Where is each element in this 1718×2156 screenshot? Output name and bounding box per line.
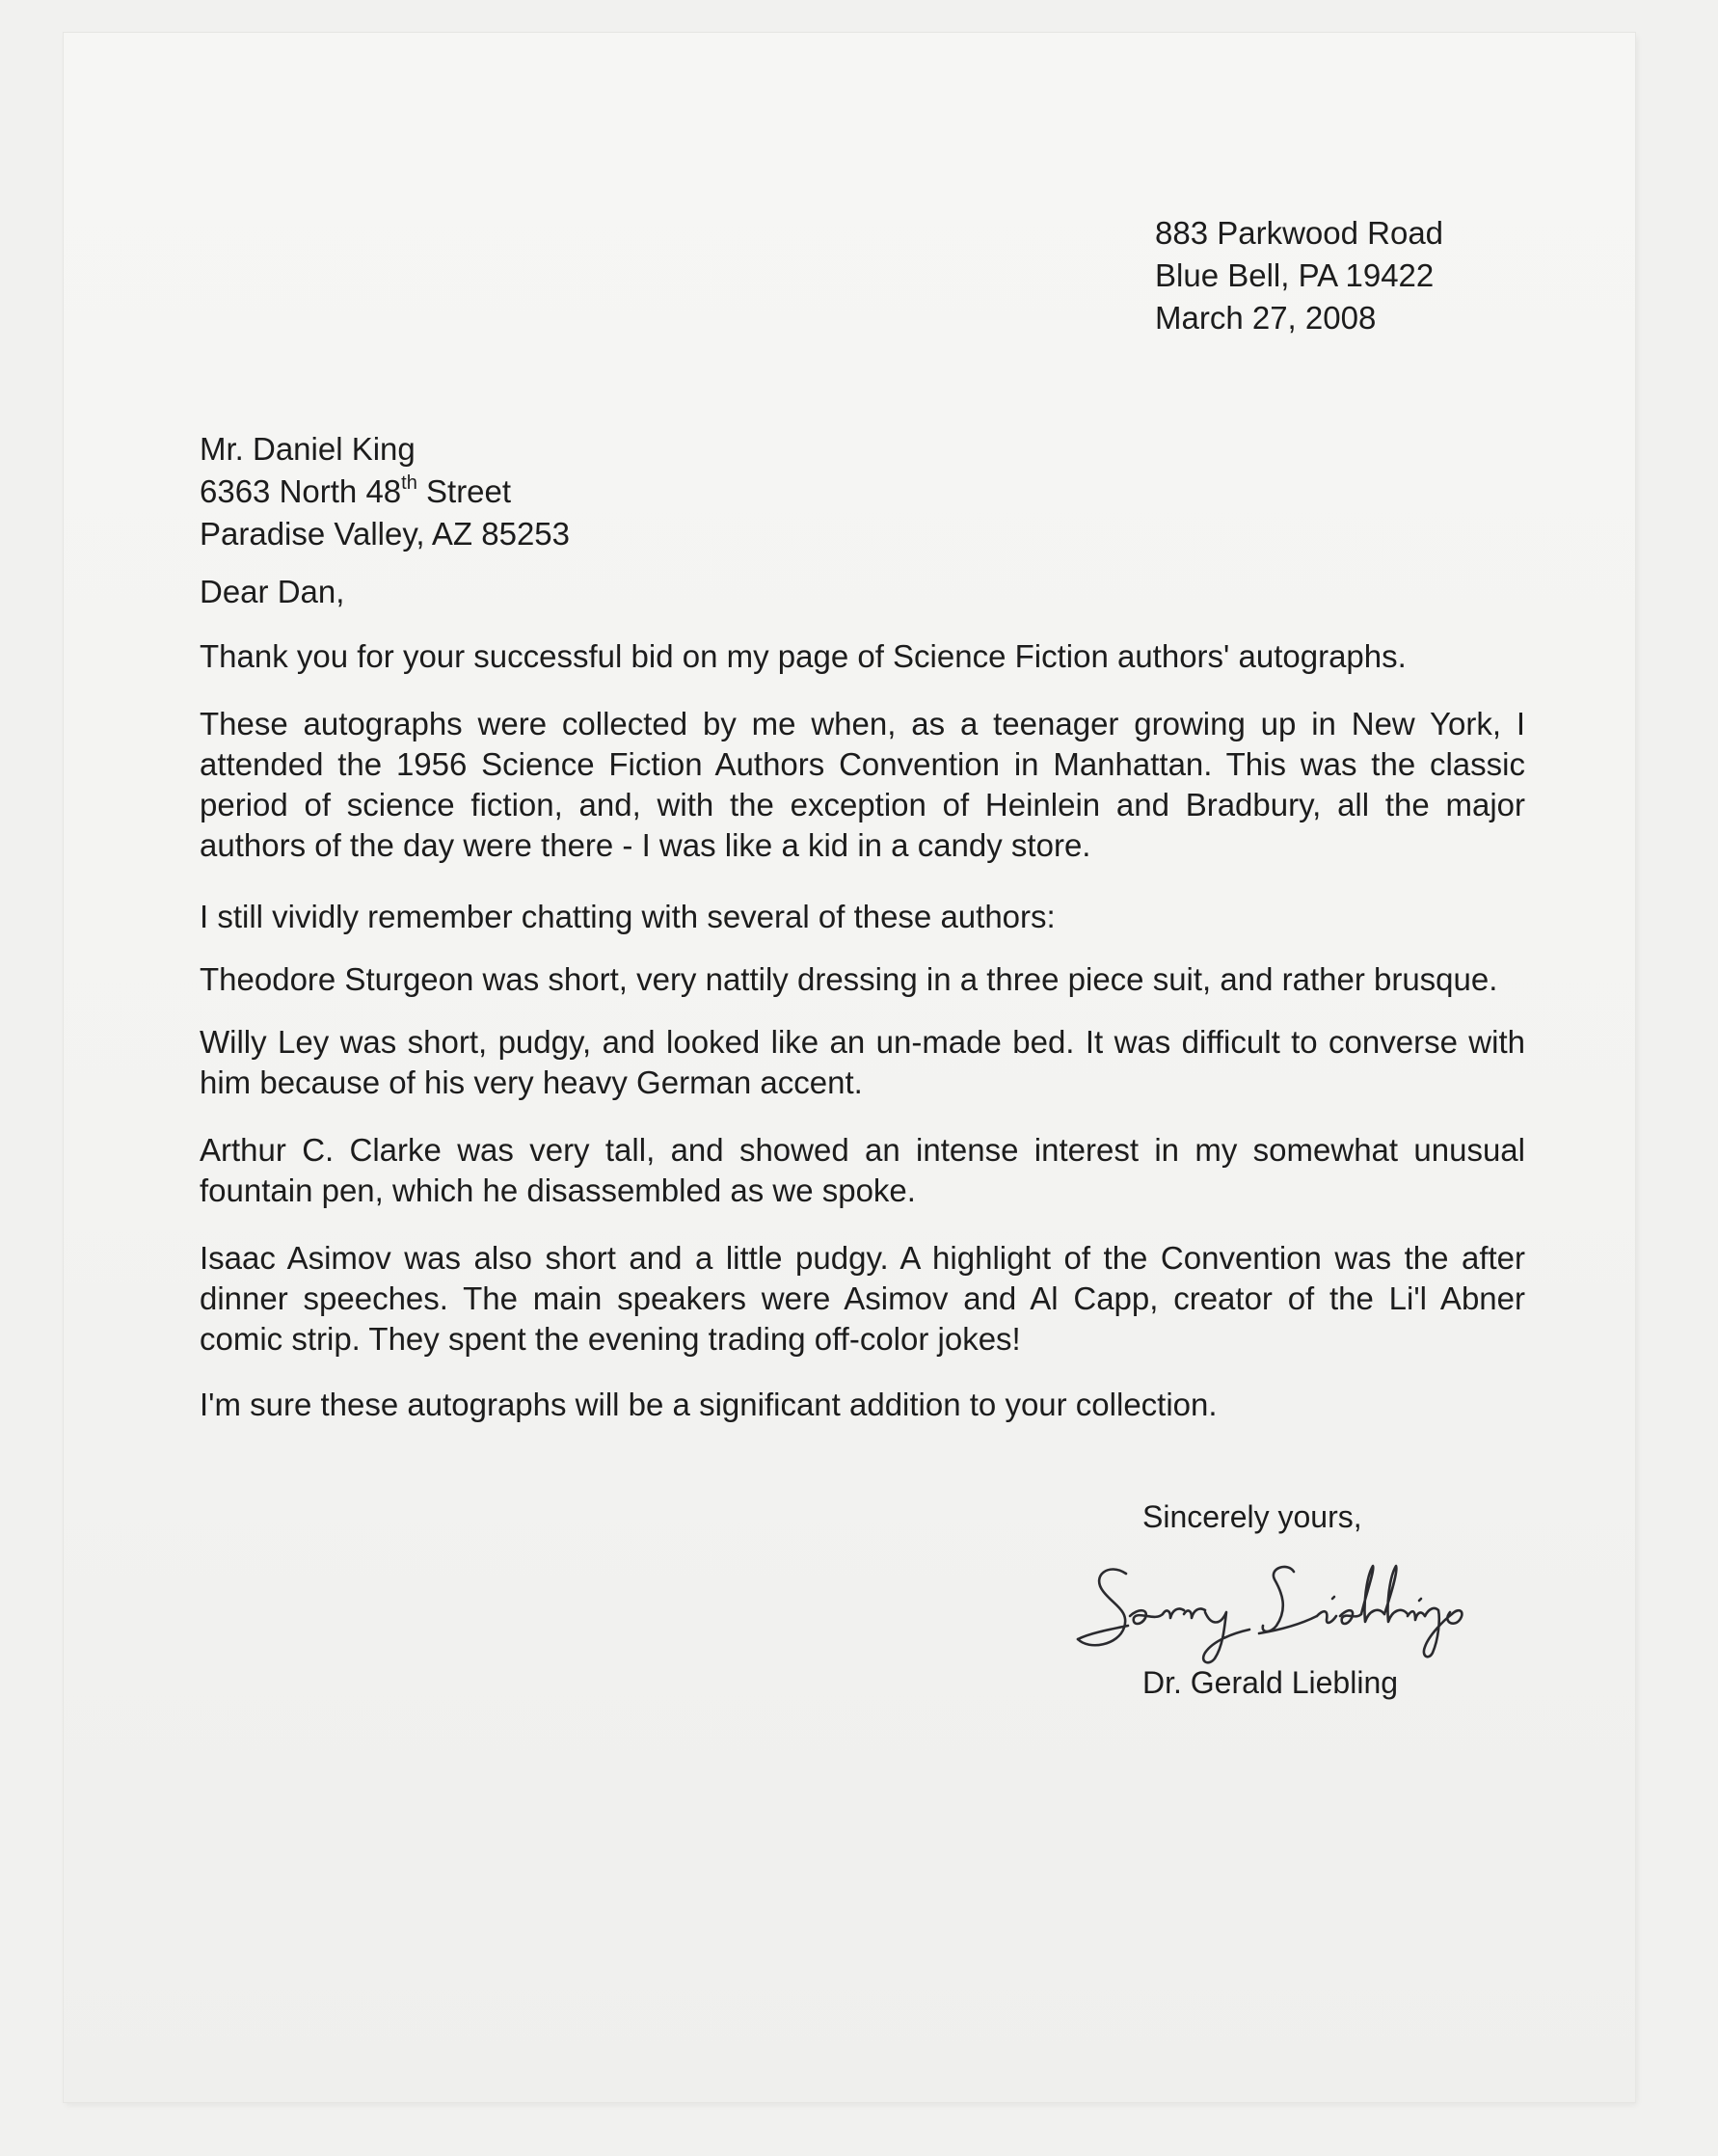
handwritten-signature	[1070, 1533, 1533, 1668]
closing-phrase: Sincerely yours,	[1142, 1499, 1362, 1534]
paragraph-memories: I still vividly remember chatting with several of these authors:	[200, 899, 1056, 934]
recipient-name: Mr. Daniel King	[200, 431, 416, 467]
paragraph-asimov: Isaac Asimov was also short and a little pudgy. A highlight of the Convention was the after dinner speeches. The main speakers were Asimov and Al Capp, creator of the Li'l Abner comic strip. They spent the evening trading off-color jokes!	[200, 1240, 1525, 1357]
paragraph-ley: Willy Ley was short, pudgy, and looked like an un-made bed. It was difficult to converse with him because of his very heavy German accent.	[200, 1024, 1525, 1100]
recipient-street	[200, 471, 570, 513]
recipient-street-name: Street	[416, 473, 512, 509]
paragraph-sturgeon: Theodore Sturgeon was short, very nattily dressing in a three piece suit, and rather brusque.	[200, 961, 1498, 997]
sender-address-block	[1155, 212, 1443, 339]
ordinal-suffix: th	[401, 472, 417, 494]
signer-name: Dr. Gerald Liebling	[1142, 1665, 1399, 1700]
sender-city-line: Blue Bell, PA 19422	[1155, 257, 1435, 293]
paragraph-thanks: Thank you for your successful bid on my page of Science Fiction authors' autographs.	[200, 638, 1407, 674]
salutation: Dear Dan,	[200, 574, 345, 609]
recipient-address-block	[200, 428, 570, 555]
paragraph-closing-remark: I'm sure these autographs will be a significant addition to your collection.	[200, 1387, 1218, 1422]
recipient-street-number: 6363 North 48	[200, 473, 402, 509]
paragraph-clarke: Arthur C. Clarke was very tall, and showed an intense interest in my somewhat unusual fountain pen, which he disassembled as we spoke.	[200, 1132, 1525, 1208]
letter-date: March 27, 2008	[1155, 300, 1377, 336]
sender-street: 883 Parkwood Road	[1155, 215, 1444, 251]
paragraph-convention: These autographs were collected by me when, as a teenager growing up in New York, I attended the 1956 Science Fiction Authors Convention in Manhattan. This was the classic period of science fiction, and, with the exception of Heinlein and Bradbury, all the major authors of the day were there - I was like a kid in a candy store.	[200, 706, 1525, 863]
recipient-city-line: Paradise Valley, AZ 85253	[200, 516, 571, 552]
